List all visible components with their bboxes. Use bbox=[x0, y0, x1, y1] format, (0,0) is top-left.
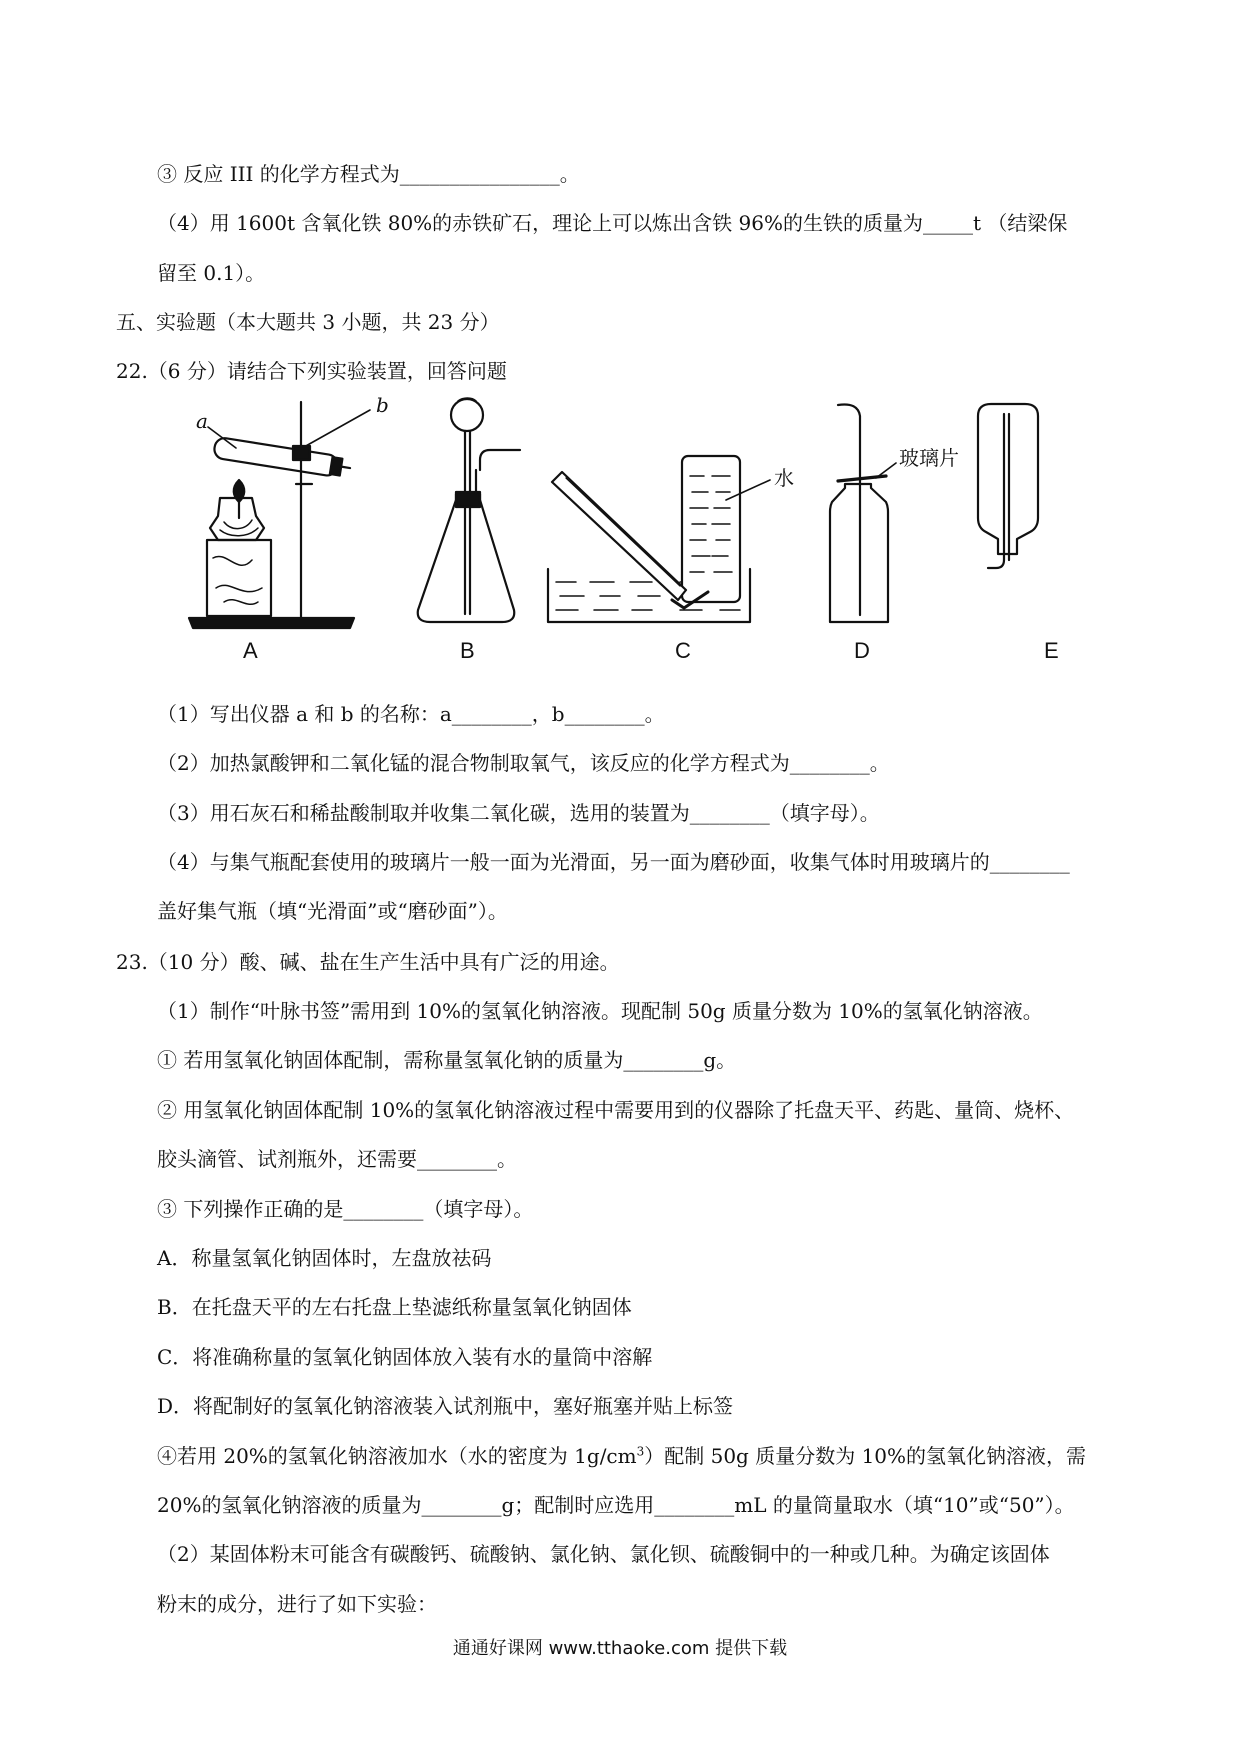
caption-a: A bbox=[243, 638, 258, 663]
q23-sub2-line2: 胶头滴管、试剂瓶外，还需要________。 bbox=[157, 1147, 517, 1171]
apparatus-b bbox=[418, 398, 520, 622]
q21-part4-line2: 留至 0.1）。 bbox=[157, 261, 266, 285]
q23-option-c: C．将准确称量的氢氧化钠固体放入装有水的量筒中溶解 bbox=[157, 1345, 653, 1369]
label-a: a bbox=[196, 409, 208, 433]
q23-sub4-text-a: ④若用 20%的氢氧化钠溶液加水（水的密度为 1g/cm bbox=[157, 1444, 637, 1468]
q23-title: 23.（10 分）酸、碱、盐在生产生活中具有广泛的用途。 bbox=[116, 950, 620, 974]
q23-sub4-line2: 20%的氢氧化钠溶液的质量为________g；配制时应选用________mL 的量筒量取水（填“10”或“50”）。 bbox=[157, 1493, 1075, 1517]
q22-part4-line1: （4）与集气瓶配套使用的玻璃片一般一面为光滑面，另一面为磨砂面，收集气体时用玻璃片的________ bbox=[157, 850, 1070, 874]
apparatus-c bbox=[548, 456, 770, 622]
q22-title: 22.（6 分）请结合下列实验装置，回答问题 bbox=[116, 359, 507, 383]
q23-sub1: ① 若用氢氧化钠固体配制，需称量氢氧化钠的质量为________g。 bbox=[157, 1048, 737, 1072]
q23-sub4-text-b: ）配制 50g 质量分数为 10%的氢氧化钠溶液，需 bbox=[644, 1444, 1087, 1468]
caption-c: C bbox=[675, 638, 691, 663]
label-glass: 玻璃片 bbox=[899, 446, 959, 470]
q22-part1: （1）写出仪器 a 和 b 的名称：a________，b________。 bbox=[157, 702, 665, 726]
q23-sub2-line1: ② 用氢氧化钠固体配制 10%的氢氧化钠溶液过程中需要用到的仪器除了托盘天平、药匙、量筒、烧杯、 bbox=[157, 1098, 1075, 1122]
q22-part3: （3）用石灰石和稀盐酸制取并收集二氧化碳，选用的装置为________（填字母）。 bbox=[157, 801, 880, 825]
q23-option-d: D．将配制好的氢氧化钠溶液装入试剂瓶中，塞好瓶塞并贴上标签 bbox=[157, 1394, 734, 1418]
q23-sub4-superscript: 3 bbox=[636, 1444, 645, 1459]
q22-part2: （2）加热氯酸钾和二氧化锰的混合物制取氧气，该反应的化学方程式为________。 bbox=[157, 751, 890, 775]
caption-b: B bbox=[460, 638, 475, 663]
caption-d: D bbox=[854, 638, 870, 663]
section5-heading: 五、实验题（本大题共 3 小题，共 23 分） bbox=[116, 310, 500, 334]
q23-sub3: ③ 下列操作正确的是________（填字母）。 bbox=[157, 1197, 534, 1221]
caption-e: E bbox=[1044, 638, 1059, 663]
q23-part2-line1: （2）某固体粉末可能含有碳酸钙、硫酸钠、氯化钠、氯化钡、硫酸铜中的一种或几种。为确定该固体 bbox=[157, 1542, 1050, 1566]
apparatus-e bbox=[978, 404, 1038, 568]
q23-option-b: B．在托盘天平的左右托盘上垫滤纸称量氢氧化钠固体 bbox=[157, 1295, 632, 1319]
apparatus-d bbox=[830, 404, 896, 622]
label-water: 水 bbox=[774, 466, 794, 490]
q21-sub3: ③ 反应 III 的化学方程式为________________。 bbox=[157, 162, 580, 186]
apparatus-a bbox=[189, 402, 370, 628]
q23-part2-line2: 粉末的成分，进行了如下实验： bbox=[157, 1592, 437, 1616]
q21-part4-line1: （4）用 1600t 含氧化铁 80%的赤铁矿石，理论上可以炼出含铁 96%的生铁的质量为_____t （结梁保 bbox=[157, 211, 1068, 235]
q23-option-a: A．称量氢氧化钠固体时，左盘放祛码 bbox=[157, 1246, 492, 1270]
q22-part4-line2: 盖好集气瓶（填“光滑面”或“磨砂面”）。 bbox=[157, 899, 508, 923]
page-footer: 通通好课网 www.tthaoke.com 提供下载 bbox=[452, 1638, 788, 1659]
q23-sub4-line1 bbox=[157, 1442, 1086, 1470]
apparatus-figure bbox=[180, 382, 1100, 672]
label-b: b bbox=[376, 393, 389, 417]
q23-part1-intro: （1）制作“叶脉书签”需用到 10%的氢氧化钠溶液。现配制 50g 质量分数为 10%的氢氧化钠溶液。 bbox=[157, 999, 1043, 1023]
